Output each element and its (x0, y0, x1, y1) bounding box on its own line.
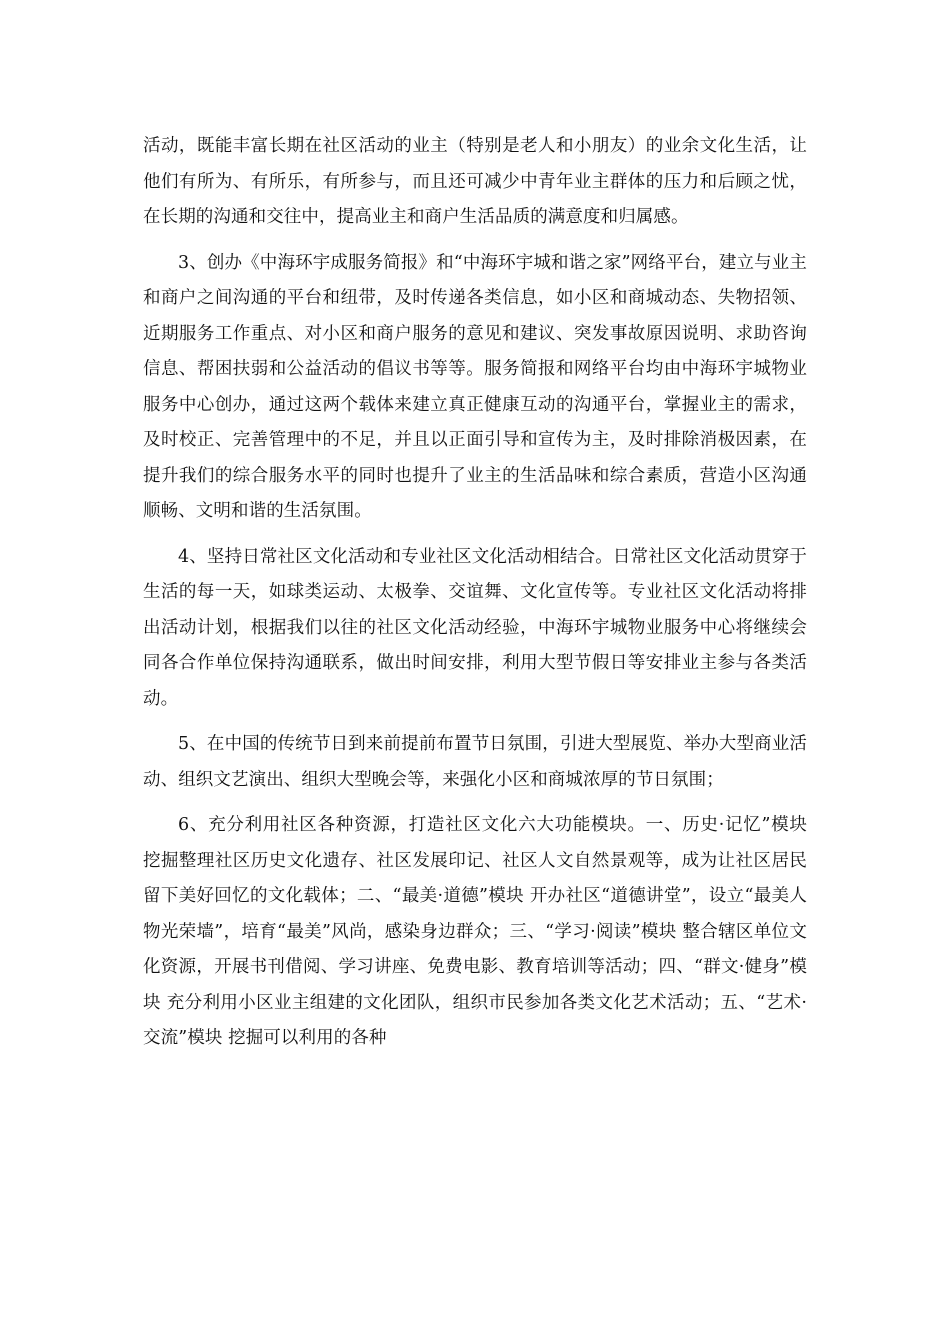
paragraph-item-5: 5、在中国的传统节日到来前提前布置节日氛围，引进大型展览、举办大型商业活动、组织文艺演出、组织大型晚会等，来强化小区和商城浓厚的节日氛围； (143, 734, 807, 790)
paragraph-item-6: 6、充分利用社区各种资源，打造社区文化六大功能模块。一、历史·记忆”模块 挖掘整理社区历史文化遗存、社区发展印记、社区人文自然景观等，成为让社区居民留下美好回忆的文化载体；二、“最美·道德”模块 开办社区“道德讲堂”，设立“最美人物光荣墙”，培育“最美”风尚，感染身边群众；三、“学习·阅读”模块 整合辖区单位文化资源，开展书刊借阅、学习讲座、免费电影、教育培训等活动；四、“群文·健身”模块 充分利用小区业主组建的文化团队，组织市民参加各类文化艺术活动；五、“艺术·交流”模块 挖掘可以利用的各种 (143, 815, 807, 1048)
paragraph-item-4: 4、坚持日常社区文化活动和专业社区文化活动相结合。日常社区文化活动贯穿于生活的每一天，如球类运动、太极拳、交谊舞、文化宣传等。专业社区文化活动将排出活动计划，根据我们以往的社区文化活动经验，中海环宇城物业服务中心将继续会同各合作单位保持沟通联系，做出时间安排，利用大型节假日等安排业主参与各类活动。 (143, 546, 807, 709)
paragraph-item-3: 3、创办《中海环宇成服务简报》和“中海环宇城和谐之家”网络平台，建立与业主和商户之间沟通的平台和纽带，及时传递各类信息，如小区和商城动态、失物招领、近期服务工作重点、对小区和商户服务的意见和建议、突发事故原因说明、求助咨询信息、帮困扶弱和公益活动的倡议书等等。服务简报和网络平台均由中海环宇城物业服务中心创办，通过这两个载体来建立真正健康互动的沟通平台，掌握业主的需求，及时校正、完善管理中的不足，并且以正面引导和宣传为主，及时排除消极因素，在提升我们的综合服务水平的同时也提升了业主的生活品味和综合素质，营造小区沟通顺畅、文明和谐的生活氛围。 (143, 252, 807, 521)
paragraph-continuation: 活动，既能丰富长期在社区活动的业主（特别是老人和小朋友）的业余文化生活，让他们有所为、有所乐，有所参与，而且还可减少中青年业主群体的压力和后顾之忧，在长期的沟通和交往中，提高业主和商户生活品质的满意度和归属感。 (143, 136, 807, 227)
document-page (143, 129, 807, 1067)
